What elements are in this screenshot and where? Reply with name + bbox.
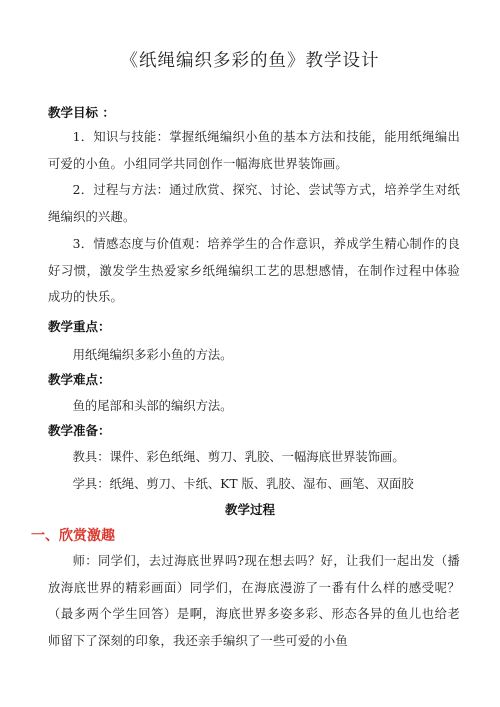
goal-process-paragraph: 2．过程与方法：通过欣赏、探究、讨论、尝试等方式，培养学生对纸绳编织的兴趣。 <box>48 183 460 224</box>
goal-knowledge-paragraph: 1．知识与技能：掌握纸绳编织小鱼的基本方法和技能，能用纸绳编出可爱的小鱼。小组同学共同创作一幅海底世界装饰画。 <box>48 130 460 171</box>
goals-heading: 教学目标 ： <box>48 105 115 120</box>
section-appreciation-heading: 一、欣赏激趣 <box>31 528 115 544</box>
section-appreciation-paragraph: 师：同学们，去过海底世界吗?现在想去吗？好，让我们一起出发（播放海底世界的精彩画面）同学们，在海底漫游了一番有什么样的感受呢？（最多两个学生回答）是啊，海底世界多姿多彩、形态各异的鱼儿也给老师留下了深刻的印象，我还亲手编织了一些可爱的小鱼 <box>48 554 460 648</box>
difficulty-heading: 教学难点： <box>48 372 111 387</box>
preparation-heading: 教学准备： <box>48 423 111 438</box>
teaching-process-heading: 教学过程 <box>224 502 275 517</box>
teacher-materials-text: 教具：课件、彩色纸绳、剪刀、乳胶、一幅海底世界装饰画。 <box>72 450 405 464</box>
document-title: 《纸绳编织多彩的鱼》教学设计 <box>120 51 380 71</box>
key-point-heading: 教学重点： <box>48 319 111 334</box>
key-point-text: 用纸绳编织多彩小鱼的方法。 <box>72 348 233 362</box>
goal-attitude-paragraph: 3．情感态度与价值观：培养学生的合作意识，养成学生精心制作的良好习惯，激发学生热爱家乡纸绳编织工艺的思想感情，在制作过程中体验成功的快乐。 <box>48 237 460 305</box>
difficulty-text: 鱼的尾部和头部的编织方法。 <box>72 399 233 413</box>
student-materials-text: 学具：纸绳、剪刀、卡纸、KT 版、乳胶、湿布、画笔、双面胶 <box>72 477 414 491</box>
